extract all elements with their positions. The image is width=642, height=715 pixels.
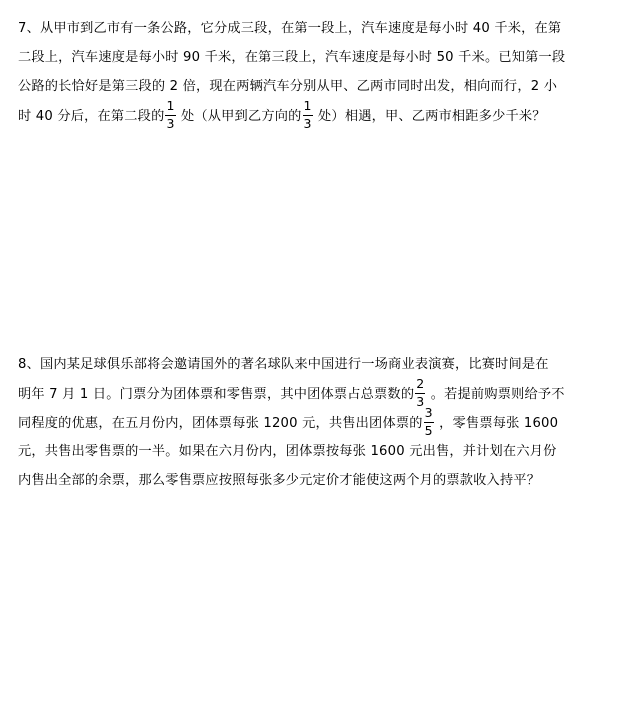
problem-8-line-2-text-a: 明年 7 月 1 日。门票分为团体票和零售票，其中团体票占总票数的 [18, 387, 415, 402]
problem-7 [18, 14, 618, 130]
fraction-one-third-b [303, 100, 313, 130]
fraction-numerator: 2 [415, 378, 425, 394]
fraction-denominator: 3 [166, 115, 175, 131]
fraction-numerator: 3 [424, 407, 434, 423]
fraction-three-fifths [424, 407, 434, 437]
fraction-two-thirds [415, 378, 425, 408]
problem-7-line-4-text-a: 时 40 分后，在第二段的 [18, 109, 165, 124]
problem-8-line-5: 内售出全部的余票，那么零售票应按照每张多少元定价才能使这两个月的票款收入持平？ [18, 473, 541, 488]
fraction-denominator: 5 [424, 422, 433, 438]
problem-8-line-3-text-b: ，零售票每张 1600 [434, 416, 559, 431]
problem-8-line-4: 元，共售出零售票的一半。如果在六月份内，团体票按每张 1600 元出售，并计划在六月份 [18, 444, 557, 459]
fraction-denominator: 3 [416, 393, 425, 409]
problem-8-line-1: 8、国内某足球俱乐部将会邀请国外的著名球队来中国进行一场商业表演赛，比赛时间是在 [18, 357, 549, 372]
problem-7-line-4-text-b: 处（从甲到乙方向的 [176, 109, 302, 124]
problem-8-line-3-text-a: 同程度的优惠，在五月份内，团体票每张 1200 元，共售出团体票的 [18, 416, 423, 431]
problem-8-line-3 [18, 405, 618, 438]
problem-8-line-2-text-b: 。若提前购票则给予不 [426, 387, 565, 402]
problem-8 [18, 350, 618, 495]
problem-7-line-3: 公路的长恰好是第三段的 2 倍，现在两辆汽车分别从甲、乙两市同时出发，相向而行，2 小 [18, 79, 558, 94]
problem-7-line-4 [18, 98, 618, 131]
fraction-one-third-a [165, 100, 175, 130]
problem-7-line-1: 7、从甲市到乙市有一条公路，它分成三段，在第一段上，汽车速度是每小时 40 千米，在第 [18, 21, 562, 36]
fraction-numerator: 1 [303, 100, 313, 116]
problem-7-line-2: 二段上，汽车速度是每小时 90 千米，在第三段上，汽车速度是每小时 50 千米。已知第一段 [18, 50, 566, 65]
problem-8-line-2 [18, 376, 618, 409]
fraction-denominator: 3 [303, 115, 312, 131]
problem-7-line-4-text-c: 处）相遇，甲、乙两市相距多少千米？ [313, 109, 546, 124]
fraction-numerator: 1 [165, 100, 175, 116]
